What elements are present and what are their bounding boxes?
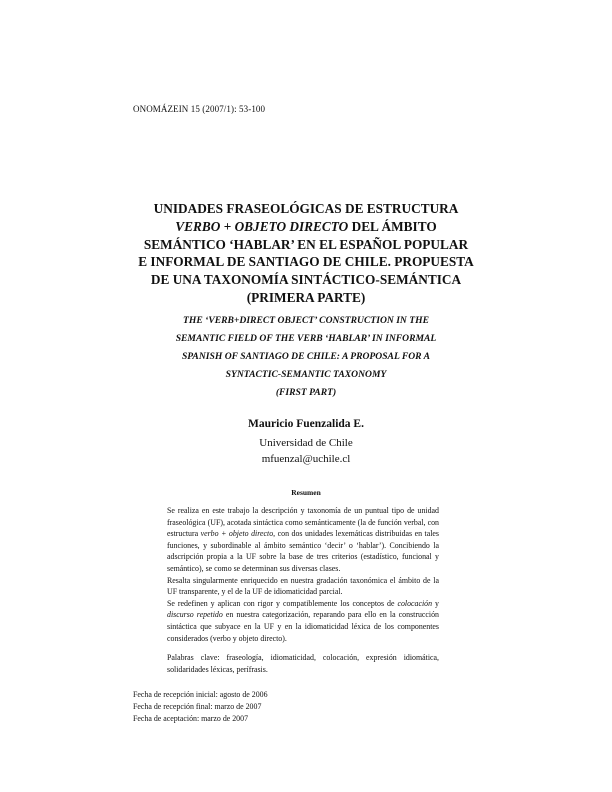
abstract-text: Se redefinen y aplican con rigor y compatiblemente los conceptos de [167,598,398,608]
spanish-title [128,200,484,307]
date-accepted: Fecha de aceptación: marzo de 2007 [133,714,249,723]
english-title [128,312,484,402]
abstract-body [167,505,439,675]
abstract-text: , con dos unidades lexemáticas distribuidas en tales funciones, y subordinable al ámbito semántico ‘decir’ o ‘hablar’). Concibiendo la adscripción propia a la UF sobre la base de tres criterios (estadístico, funcional y semántico), se como se determinan sus diversas clases. [167,529,439,573]
abstract-text: y [432,598,440,608]
keywords-list: fraseología, idiomaticidad, colocación, expresión idiomática, solidaridades léxicas, perífrasis. [167,653,439,674]
journal-reference: ONOMÁZEIN 15 (2007/1): 53-100 [133,104,266,114]
title-line-3: SEMÁNTICO ‘HABLAR’ EN EL ESPAÑOL POPULAR [143,236,469,252]
title-line-2-rest: DEL ÁMBITO [348,218,437,234]
en-title-line-3: SPANISH OF SANTIAGO DE CHILE: A PROPOSAL FOR A [181,351,431,362]
author-email: mfuenzal@uchile.cl [261,452,351,465]
en-title-line-1: THE ‘VERB+DIRECT OBJECT’ CONSTRUCTION IN THE [183,315,429,326]
title-line-2 [128,218,484,236]
en-title-line-4: SYNTACTIC-SEMANTIC TAXONOMY [225,369,387,380]
abstract-paragraph-3 [167,598,439,644]
submission-dates [133,689,268,725]
title-line-6: (PRIMERA PARTE) [246,289,366,305]
keywords-label: Palabras clave: [167,653,220,663]
abstract-paragraph-2: Resalta singularmente enriquecido en nuestra gradación taxonómica el ámbito de la UF transparente, y el de la UF de idiomaticidad parcial. [167,575,439,597]
title-line-4: E INFORMAL DE SANTIAGO DE CHILE. PROPUESTA [138,254,474,270]
en-title-line-2: SEMANTIC FIELD OF THE VERB ‘HABLAR’ IN INFORMAL [175,333,437,344]
abstract-heading: Resumen [291,488,321,497]
title-italic-phrase: VERBO + OBJETO DIRECTO [175,218,349,234]
author-affiliation: Universidad de Chile [259,437,353,449]
keywords [167,652,439,675]
title-line-5: DE UNA TAXONOMÍA SINTÁCTICO-SEMÁNTICA [150,272,462,288]
en-title-line-5: (FIRST PART) [275,387,337,398]
date-received: Fecha de recepción inicial: agosto de 2006 [133,690,268,699]
abstract-italic: colocación [397,598,433,608]
author-name: Mauricio Fuenzalida E. [248,418,364,430]
date-final: Fecha de recepción final: marzo de 2007 [133,702,262,711]
abstract-paragraph-1 [167,505,439,575]
title-line-1: UNIDADES FRASEOLÓGICAS DE ESTRUCTURA [153,201,459,216]
abstract-text: en nuestra categorización, reparando para ello en la construcción sintáctica que subyace en la UF y en la idiomaticidad léxica de los componentes considerados (verbo y objeto directo). [167,610,439,643]
abstract-text: Se realiza en este trabajo la descripción y taxonomía de un puntual tipo de unidad fraseológica (UF), acotada sintáctica como semánticamente (la de función verbal, con estructura [167,506,439,539]
abstract-italic: verbo + objeto directo [200,529,274,539]
abstract-italic: discurso repetido [167,610,223,620]
author-affiliation-block [128,436,484,467]
